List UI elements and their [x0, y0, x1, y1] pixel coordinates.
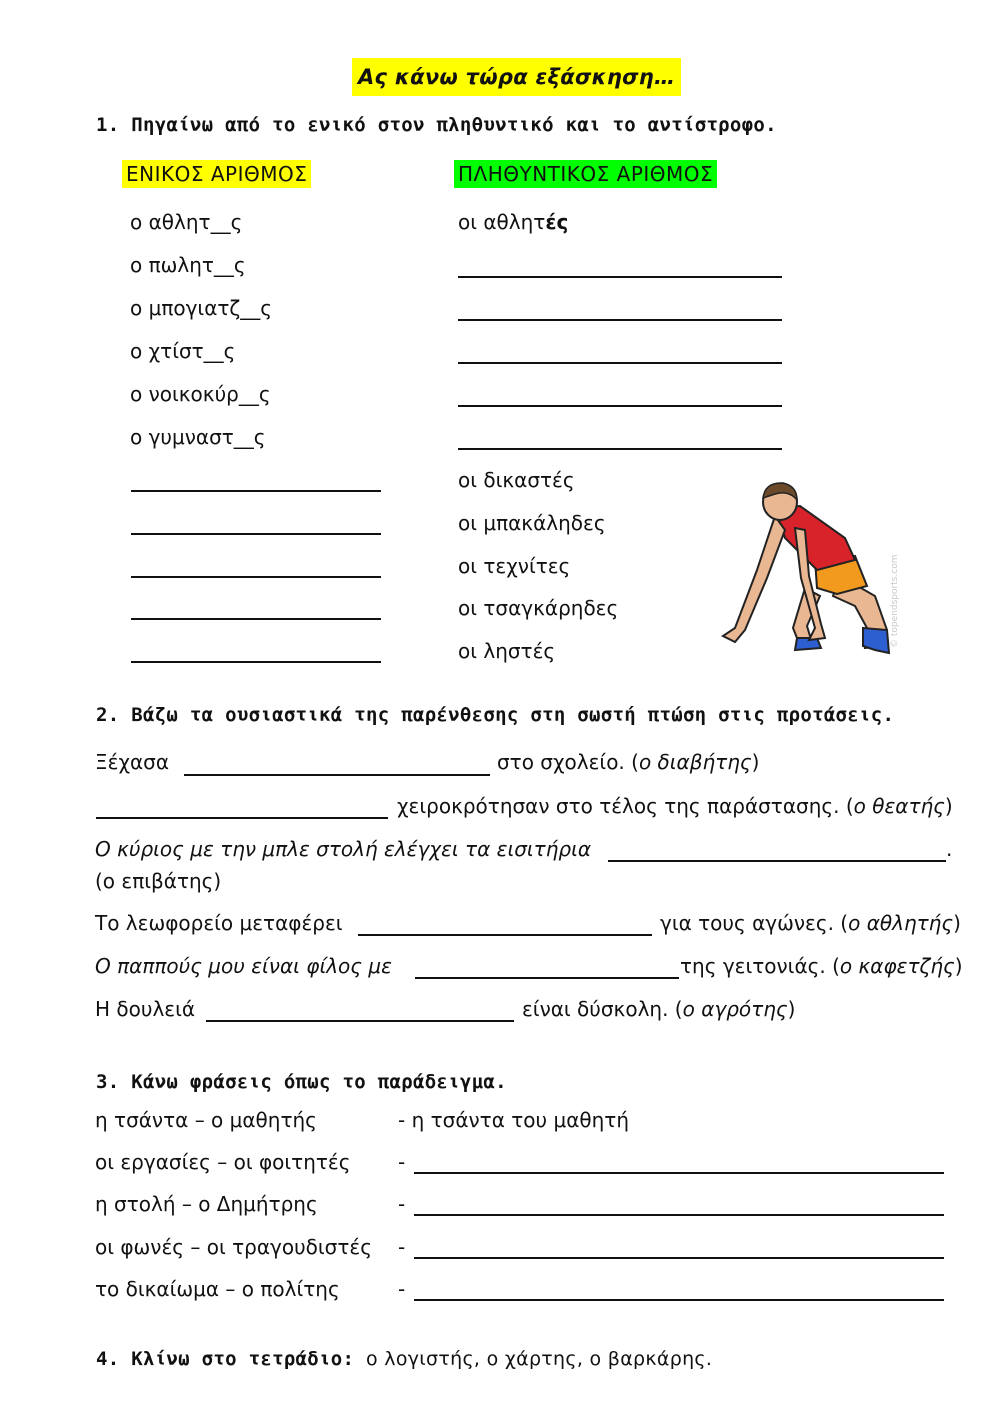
q2-s5-start: Ο παππούς μου είναι φίλος με: [95, 954, 392, 978]
q2-answer-line[interactable]: [608, 860, 946, 862]
q2-s2-end: [397, 794, 953, 818]
q3-row-dash: -: [398, 1150, 406, 1174]
q2-s4-end: [660, 911, 961, 935]
q2-s1-hint: ο διαβήτης: [638, 750, 752, 774]
q2-s2-close: ): [944, 794, 953, 818]
q3-answer-line[interactable]: [414, 1172, 944, 1174]
q4-text: ο λογιστής, ο χάρτης, ο βαρκάρης.: [366, 1348, 713, 1370]
singular-answer-line[interactable]: [131, 576, 381, 578]
plural-example-ending: ές: [545, 210, 569, 234]
q2-s5-text: της γειτονιάς. (: [680, 954, 840, 978]
q2-answer-line[interactable]: [415, 977, 679, 979]
q3-answer-line[interactable]: [414, 1214, 944, 1216]
q2-s1-end: [497, 750, 759, 774]
singular-item: ο μπογιατζ__ς: [130, 296, 273, 320]
singular-item: ο χτίστ__ς: [130, 339, 236, 363]
q2-s2-text: χειροκρότησαν στο τέλος της παράστασης. (: [397, 794, 854, 818]
q2-s6-end: [522, 997, 795, 1021]
q2-s5-hint: ο καφετζής: [839, 954, 955, 978]
q1-heading: [96, 114, 777, 136]
watermark-text: © topendsports.com: [890, 554, 900, 648]
q2-answer-line[interactable]: [358, 934, 652, 936]
q1-number: 1.: [96, 114, 120, 136]
q3-row-left: η τσάντα – ο μαθητής: [95, 1108, 317, 1132]
plural-answer-line[interactable]: [458, 319, 782, 321]
plural-answer-line[interactable]: [458, 362, 782, 364]
q2-s4-start: Το λεωφορείο μεταφέρει: [95, 911, 343, 935]
q4-label: 4. Κλίνω στο τετράδιο:: [96, 1348, 355, 1370]
q2-s6-start: Η δουλειά: [95, 997, 196, 1021]
q2-s6-text: είναι δύσκολη. (: [522, 997, 683, 1021]
q2-s3-dot: .: [946, 837, 953, 861]
q3-heading: 3. Κάνω φράσεις όπως το παράδειγμα.: [96, 1071, 507, 1093]
q3-row-dash: -: [398, 1277, 406, 1301]
page-title: Ας κάνω τώρα εξάσκηση…: [352, 58, 681, 96]
singular-item: ο πωλητ__ς: [130, 253, 246, 277]
singular-item: ο αθλητ__ς: [130, 210, 243, 234]
arm-left: [723, 516, 785, 642]
q2-s1-text: στο σχολείο. (: [497, 750, 639, 774]
q3-row-right: - η τσάντα του μαθητή: [398, 1108, 630, 1132]
plural-item: οι τεχνίτες: [458, 554, 571, 578]
q2-s4-close: ): [953, 911, 961, 935]
q2-answer-line[interactable]: [96, 817, 388, 819]
q3-row-left: οι εργασίες – οι φοιτητές: [95, 1150, 351, 1174]
plural-example-stem: οι αθλητ: [458, 210, 546, 234]
q2-s5-close: ): [954, 954, 963, 978]
q2-s1-close: ): [751, 750, 760, 774]
sprinter-illustration: [705, 478, 910, 668]
q2-s2-hint: ο θεατής: [853, 794, 945, 818]
singular-answer-line[interactable]: [131, 661, 381, 663]
singular-answer-line[interactable]: [131, 533, 381, 535]
singular-item: ο νοικοκύρ__ς: [130, 382, 271, 406]
q3-answer-line[interactable]: [414, 1299, 944, 1301]
plural-answer-line[interactable]: [458, 448, 782, 450]
plural-item: οι μπακάληδες: [458, 511, 606, 535]
q2-s5-end: [680, 954, 963, 978]
singular-header: ΕΝΙΚΟΣ ΑΡΙΘΜΟΣ: [122, 160, 311, 188]
q2-answer-line[interactable]: [206, 1020, 514, 1022]
q2-s6-close: ): [787, 997, 796, 1021]
q3-row-left: το δικαίωμα – ο πολίτης: [95, 1277, 340, 1301]
singular-answer-line[interactable]: [131, 618, 381, 620]
q2-s3-hint: (ο επιβάτης): [95, 869, 222, 893]
plural-example: [458, 210, 568, 234]
singular-item: ο γυμναστ__ς: [130, 425, 266, 449]
q2-s4-text: για τους αγώνες. (: [660, 911, 849, 935]
q1-text: Πηγαίνω από το ενικό στον πληθυντικό και το αντίστροφο.: [131, 114, 777, 136]
q2-s3-start: Ο κύριος με την μπλε στολή ελέγχει τα εισιτήρια: [95, 837, 592, 861]
plural-answer-line[interactable]: [458, 405, 782, 407]
plural-header: ΠΛΗΘΥΝΤΙΚΟΣ ΑΡΙΘΜΟΣ: [454, 160, 717, 188]
plural-item: οι ληστές: [458, 639, 556, 663]
q3-row-dash: -: [398, 1192, 406, 1216]
q2-s1-start: Ξέχασα: [95, 750, 170, 774]
q3-row-left: οι φωνές – οι τραγουδιστές: [95, 1235, 372, 1259]
q3-row-dash: -: [398, 1235, 406, 1259]
q3-answer-line[interactable]: [414, 1257, 944, 1259]
plural-item: οι τσαγκάρηδες: [458, 596, 619, 620]
q4-heading: [96, 1348, 712, 1370]
shoe-back: [863, 628, 889, 653]
q2-s4-hint: ο αθλητής: [848, 911, 954, 935]
plural-item: οι δικαστές: [458, 468, 575, 492]
q2-heading: 2. Βάζω τα ουσιαστικά της παρένθεσης στη σωστή πτώση στις προτάσεις.: [96, 704, 895, 726]
q2-answer-line[interactable]: [184, 774, 490, 776]
q2-s6-hint: ο αγρότης: [682, 997, 788, 1021]
plural-answer-line[interactable]: [458, 276, 782, 278]
singular-answer-line[interactable]: [131, 490, 381, 492]
q3-row-left: η στολή – ο Δημήτρης: [95, 1192, 318, 1216]
